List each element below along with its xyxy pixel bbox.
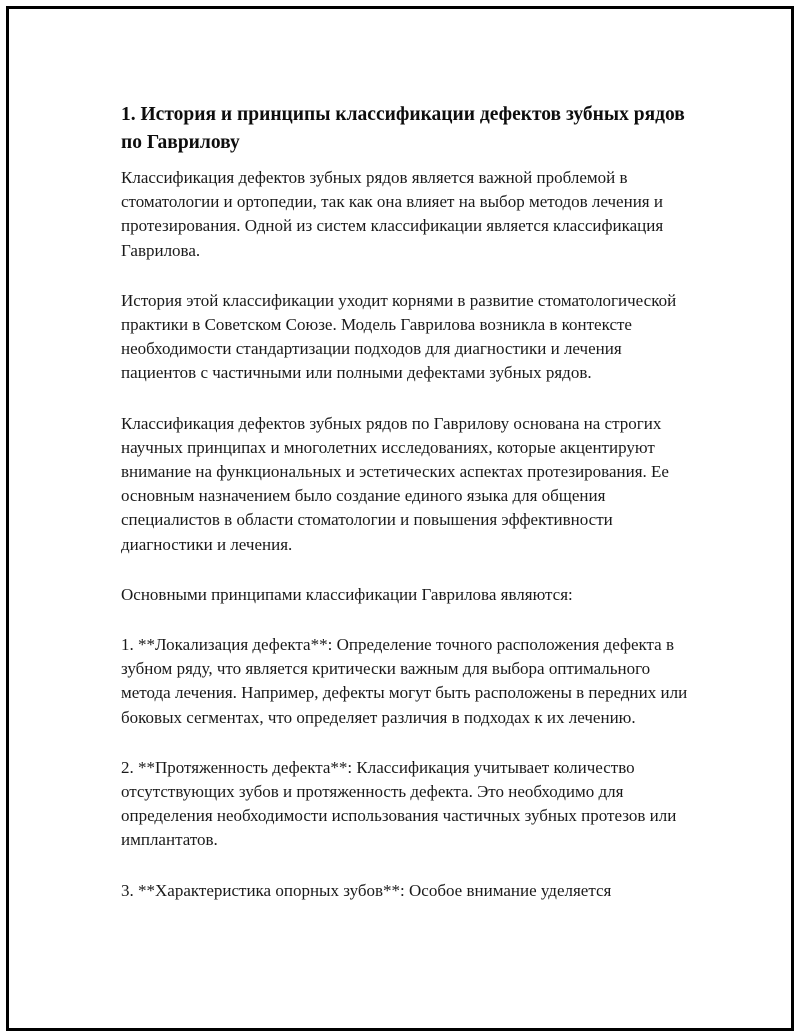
paragraph-intro: Классификация дефектов зубных рядов является важной проблемой в стоматологии и ортопедии, так как она влияет на выбор методов лечения и протезирования. Одной из систем классификации является классификация Гаврилова. (121, 168, 668, 260)
paragraph-history: История этой классификации уходит корнями в развитие стоматологической практики в Советском Союзе. Модель Гаврилова возникла в контексте необходимости стандартизации подходов для диагностики и лечения пациентов с частичными или полными дефектами зубных рядов. (121, 290, 681, 383)
list-item-extent: 2. **Протяженность дефекта**: Классификация учитывает количество отсутствующих зубов и протяженность дефекта. Это необходимо для определения необходимости использования частичных зубных протезов или имплантатов. (121, 757, 681, 850)
paragraph-basis: Классификация дефектов зубных рядов по Гаврилову основана на строгих научных принципах и многолетних исследованиях, которые акцентируют внимание на функциональных и эстетических аспектах протезирования. Ее основным назначением было создание единого языка для общения специалистов в области стоматологии и повышения эффективности диагностики и лечения. (121, 413, 674, 554)
list-item-localization: 1. **Локализация дефекта**: Определение точного расположения дефекта в зубном ряду, что является критически важным для выбора оптимального метода лечения. Например, дефекты могут быть расположены в передних или боковых сегментах, что определяет различия в подходах к их лечению. (121, 635, 692, 727)
list-item-abutment-teeth: 3. **Характеристика опорных зубов**: Особое внимание уделяется (121, 880, 612, 900)
section-heading: 1. История и принципы классификации дефектов зубных рядов по Гаврилову (121, 104, 685, 153)
page-frame (6, 6, 794, 1031)
document-body (121, 101, 693, 929)
paragraph-principles-intro: Основными принципами классификации Гаврилова являются: (121, 584, 573, 604)
